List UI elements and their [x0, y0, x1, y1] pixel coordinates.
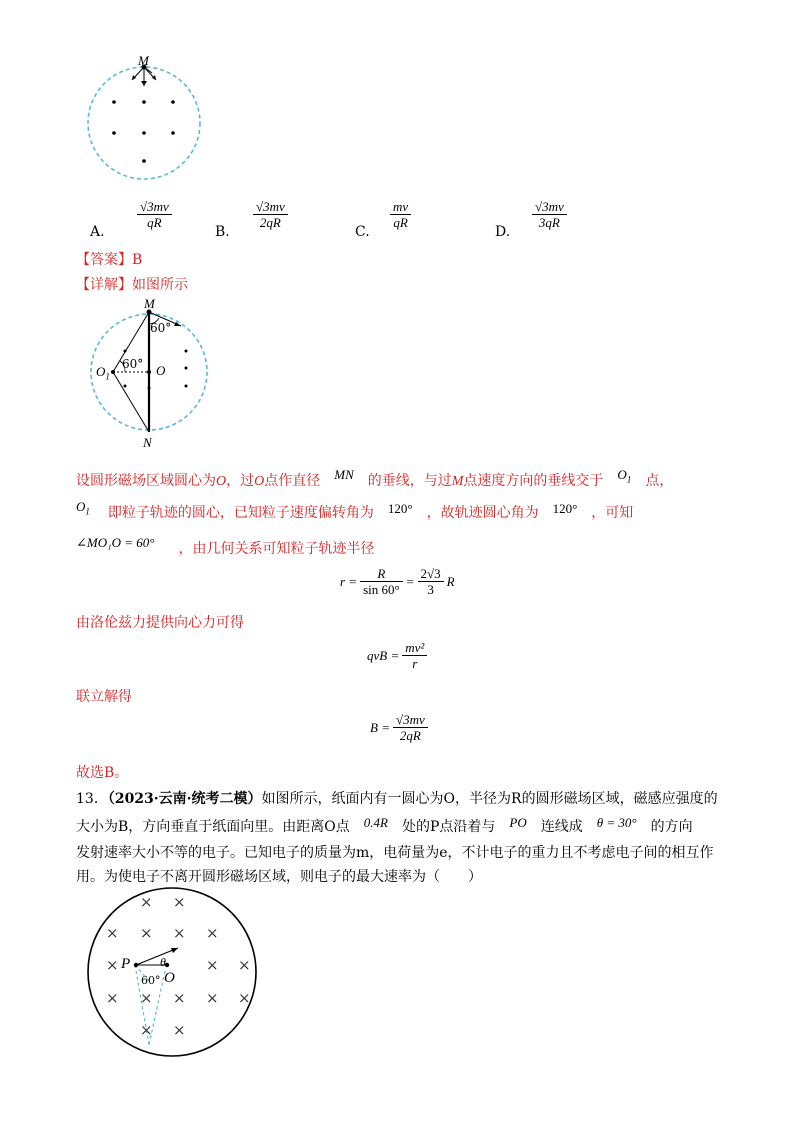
- question-13-line-1: 13．（2023·云南·统考二模）如图所示，纸面内有一圆心为O，半径为R的圆形磁场区域，磁感应强度的: [76, 791, 718, 807]
- option-c-fraction: mv qR: [390, 199, 411, 230]
- field-cross-mark: ×: [206, 924, 219, 942]
- figure-3-label-o: O: [164, 970, 175, 986]
- field-cross-mark: ×: [173, 1021, 186, 1039]
- field-cross-mark: ×: [106, 956, 119, 974]
- field-cross-mark: ×: [140, 893, 153, 911]
- explain-line-3: ∠MO₁O = 60° ，由几何关系可知粒子轨迹半径: [76, 535, 375, 557]
- answer-bracket: 【答案】: [76, 252, 132, 268]
- detail-text: 如图所示: [132, 277, 188, 293]
- equation-b: B = $\frac{√3mv}{2qR}$: [370, 712, 428, 743]
- figure-3-angle: 60°: [141, 974, 161, 987]
- question-13-source: （2023·云南·统考二模）: [107, 791, 262, 807]
- figure-2-angle-top: 60°: [150, 321, 172, 335]
- field-cross-mark: ×: [238, 989, 251, 1007]
- equation-r: r = $\frac{R}{\sin 60^\circ}$ = $\frac{2√3}{3}$ R: [340, 566, 455, 597]
- figure-3-label-theta: θ: [160, 955, 166, 969]
- figure-3-label-p: P: [121, 956, 131, 972]
- option-c-letter: C.: [355, 224, 370, 240]
- figure-1-label-m: M: [138, 53, 149, 68]
- detail-line: [76, 274, 188, 294]
- option-d-fraction: √3mv 3qR: [532, 199, 567, 230]
- detail-bracket: 【详解】: [76, 277, 132, 293]
- figure-2-label-o1: $O_1$: [96, 364, 110, 382]
- field-cross-mark: ×: [206, 956, 219, 974]
- combine-line: 联立解得: [76, 689, 132, 705]
- option-a-fraction: √3mv qR: [137, 199, 172, 230]
- equation-force: qvB = $\frac{\text{mv²}}{r}$: [367, 640, 427, 671]
- choose-line: 故选B。: [76, 765, 129, 781]
- explain-line-1: 设圆形磁场区域圆心为O，过O点作直径 MN 的垂线，与过M点速度方向的垂线交于 $O_1$ 点，: [76, 467, 674, 489]
- option-d-letter: D.: [495, 224, 511, 240]
- option-a-letter: A.: [90, 224, 105, 240]
- figure-2-angle-left: 60°: [122, 357, 144, 371]
- figure-1-circle-field: [80, 50, 220, 180]
- field-cross-mark: ×: [140, 924, 153, 942]
- field-cross-mark: ×: [206, 989, 219, 1007]
- answer-value: B: [132, 252, 143, 268]
- field-cross-mark: ×: [106, 924, 119, 942]
- question-13-number: 13．: [76, 791, 108, 807]
- field-cross-mark: ×: [173, 989, 186, 1007]
- answer-line: [76, 249, 142, 269]
- question-13-line-2: 大小为B，方向垂直于纸面向里。由距离O点 0.4R 处的P点沿着与 PO 连线成 θ = 30° 的方向: [76, 815, 693, 835]
- question-13-line-3: 发射速率大小不等的电子。已知电子的质量为m，电荷量为e，不计电子的重力且不考虑电子间的相互作: [76, 845, 714, 861]
- explain-line-2: $O_1$ 即粒子轨迹的圆心，已知粒子速度偏转角为 120° ，故轨迹圆心角为 120° ，可知: [76, 499, 634, 521]
- field-cross-mark: ×: [140, 1021, 153, 1039]
- figure-2-label-n: N: [143, 435, 152, 450]
- field-cross-mark: ×: [140, 989, 153, 1007]
- option-b-letter: B.: [215, 224, 230, 240]
- figure-2-label-m: M: [144, 296, 155, 311]
- lorentz-line: 由洛伦兹力提供向心力可得: [76, 615, 244, 631]
- field-cross-mark: ×: [173, 893, 186, 911]
- field-cross-mark: ×: [106, 989, 119, 1007]
- option-b-fraction: √3mv 2qR: [253, 199, 288, 230]
- field-cross-mark: ×: [173, 924, 186, 942]
- field-cross-mark: ×: [238, 956, 251, 974]
- question-13-line-4: 用。为使电子不离开圆形磁场区域，则电子的最大速率为（ ）: [76, 869, 482, 885]
- figure-2-label-o: O: [156, 363, 166, 378]
